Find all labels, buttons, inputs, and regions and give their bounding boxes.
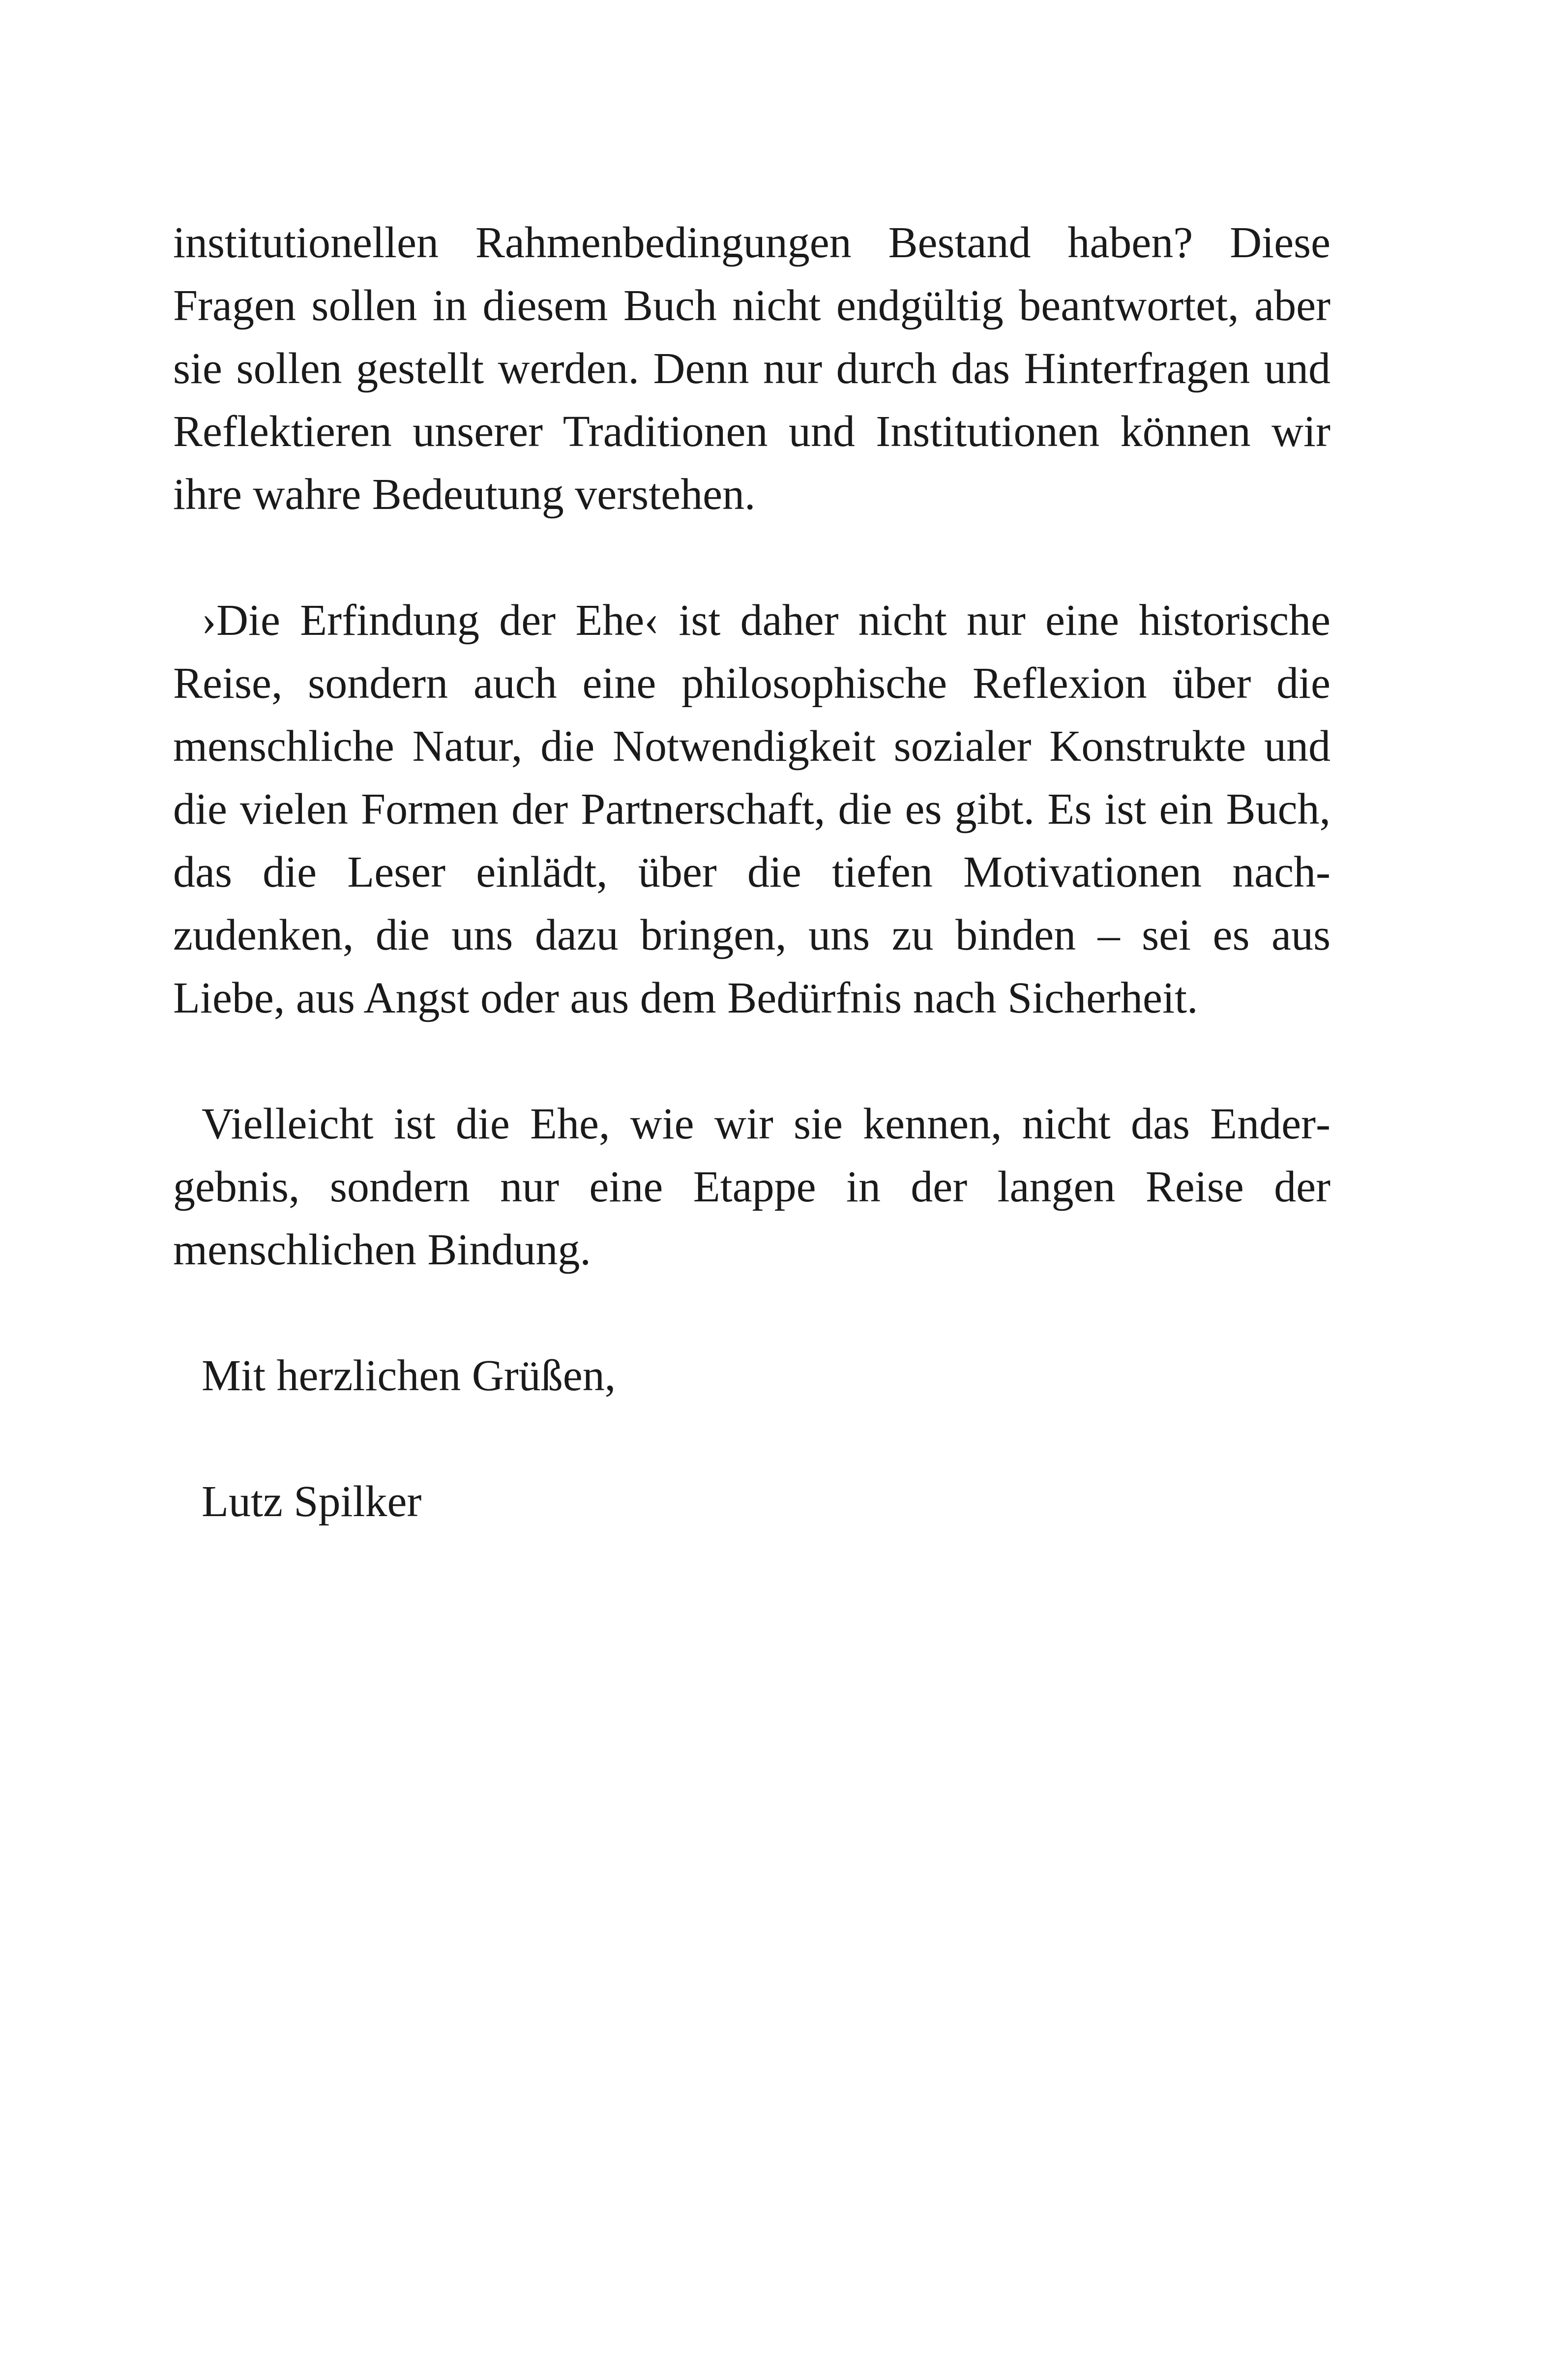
paragraph-conclusion: Vielleicht ist die Ehe, wie wir sie kennen, nicht das Endergebnis, sondern nur eine Etappe in der langen Reise der menschlichen Bindung. xyxy=(173,1100,1331,1274)
closing-greeting: Mit herzlichen Grüßen, xyxy=(202,1351,616,1400)
paragraph-gap xyxy=(173,1030,1331,1093)
paragraph-continuation: institutionellen Rahmenbedingungen Bestand haben? Diese Fragen sollen in diesem Buch nicht endgültig beantwortet, aber sie sollen gestellt werden. Denn nur durch das Hinterfragen und Reflektieren unserer Traditionen und Institutionen können wir ihre wahre Bedeutung verstehen. xyxy=(173,218,1331,519)
paragraph-gap xyxy=(173,1407,1331,1470)
paragraph-book-reflection: ›Die Erfindung der Ehe‹ ist daher nicht nur eine historische Reise, sondern auch eine philosophische Reflexion über die menschliche Natur, die Notwendigkeit sozialer Konstrukte und die vielen Formen der Partnerschaft, die es gibt. Es ist ein Buch, das die Leser einlädt, über die tiefen Motivationen nachzudenken, die uns dazu bringen, uns zu binden – sei es aus Liebe, aus Angst oder aus dem Bedürfnis nach Sicherheit. xyxy=(173,596,1331,1022)
author-signature: Lutz Spilker xyxy=(202,1477,422,1526)
paragraph-gap xyxy=(173,526,1331,589)
page-text xyxy=(173,211,1331,1533)
paragraph-gap xyxy=(173,1282,1331,1344)
